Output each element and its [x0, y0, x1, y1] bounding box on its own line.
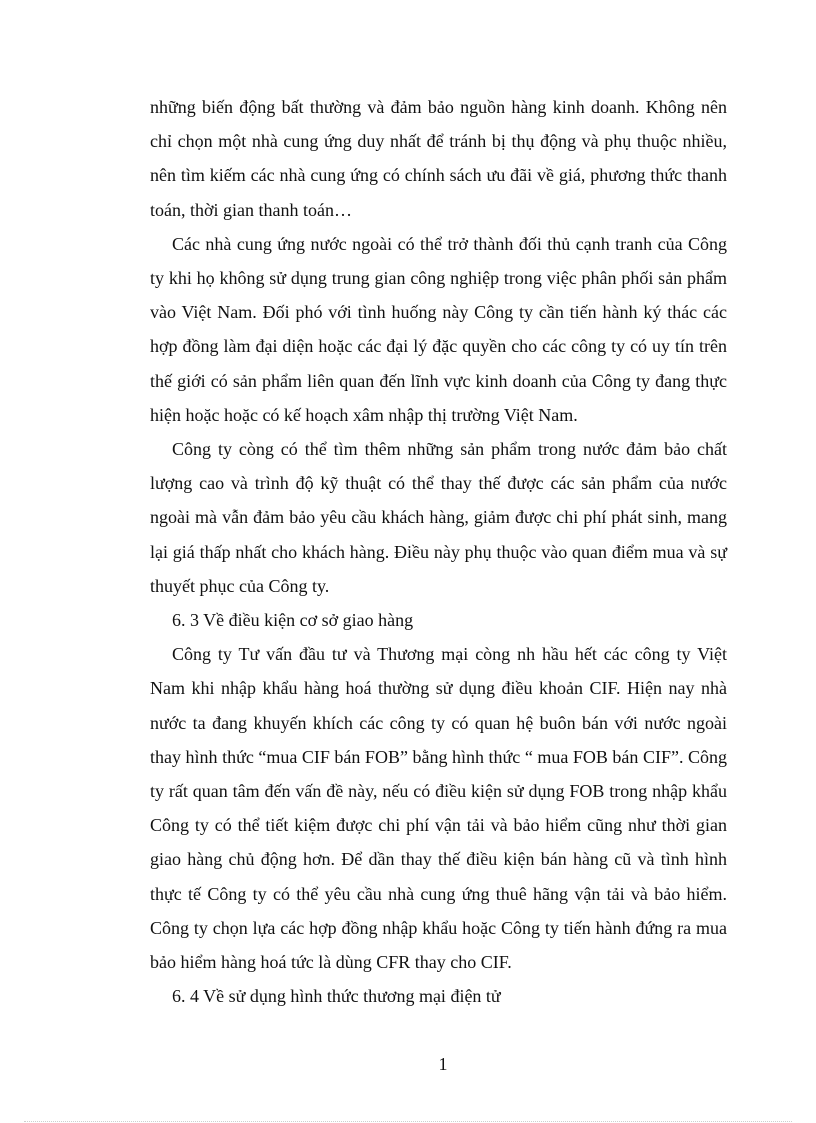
paragraph-domestic-products: Công ty còng có thể tìm thêm những sản phẩm trong nước đảm bảo chất lượng cao và trình độ kỹ thuật có thể thay thế được các sản phẩm của nước ngoài mà vẫn đảm bảo yêu cầu khách hàng, giảm được chi phí phát sinh, mang lại giá thấp nhất cho khách hàng. Điều này phụ thuộc vào quan điểm mua và sự thuyết phục của Công ty. [150, 439, 727, 596]
document-body [150, 90, 727, 1013]
paragraph-foreign-suppliers: Các nhà cung ứng nước ngoài có thể trở thành đối thủ cạnh tranh của Công ty khi họ không sử dụng trung gian công nghiệp trong việc phân phối sản phẩm vào Việt Nam. Đối phó với tình huống này Công ty cần tiến hành ký thác các hợp đồng làm đại diện hoặc các đại lý đặc quyền cho các công ty có uy tín trên thế giới có sản phẩm liên quan đến lĩnh vực kinh doanh của Công ty đang thực hiện hoặc hoặc có kế hoạch xâm nhập thị trường Việt Nam. [150, 233, 727, 425]
section-heading-e-commerce: 6. 4 Về sử dụng hình thức thương mại điện tử [172, 986, 501, 1007]
page-bottom-divider [24, 1121, 792, 1122]
section-heading-delivery-terms: 6. 3 Về điều kiện cơ sở giao hàng [172, 610, 414, 631]
page-number: 1 [438, 1054, 448, 1074]
paragraph-supplier-diversification: những biến động bất thường và đảm bảo nguồn hàng kinh doanh. Không nên chỉ chọn một nhà cung ứng duy nhất để tránh bị thụ động và phụ thuộc nhiều, nên tìm kiếm các nhà cung ứng có chính sách ưu đãi về giá, phương thức thanh toán, thời gian thanh toán… [150, 97, 727, 220]
paragraph-cif-fob: Công ty Tư vấn đầu tư và Thương mại còng nh hầu hết các công ty Việt Nam khi nhập khẩu hàng hoá thường sử dụng điều khoản CIF. Hiện nay nhà nước ta đang khuyến khích các công ty có quan hệ buôn bán với nước ngoài thay hình thức “mua CIF bán FOB” bằng hình thức “ mua FOB bán CIF”. Công ty rất quan tâm đến vấn đề này, nếu có điều kiện sử dụng FOB trong nhập khẩu Công ty có thể tiết kiệm được chi phí vận tải và bảo hiểm cũng như thời gian giao hàng chủ động hơn. Để dần thay thế điều kiện bán hàng cũ và tình hình thực tế Công ty có thể yêu cầu nhà cung ứng thuê hãng vận tải và bảo hiểm. Công ty chọn lựa các hợp đồng nhập khẩu hoặc Công ty tiến hành đứng ra mua bảo hiểm hàng hoá tức là dùng CFR thay cho CIF. [150, 644, 727, 973]
